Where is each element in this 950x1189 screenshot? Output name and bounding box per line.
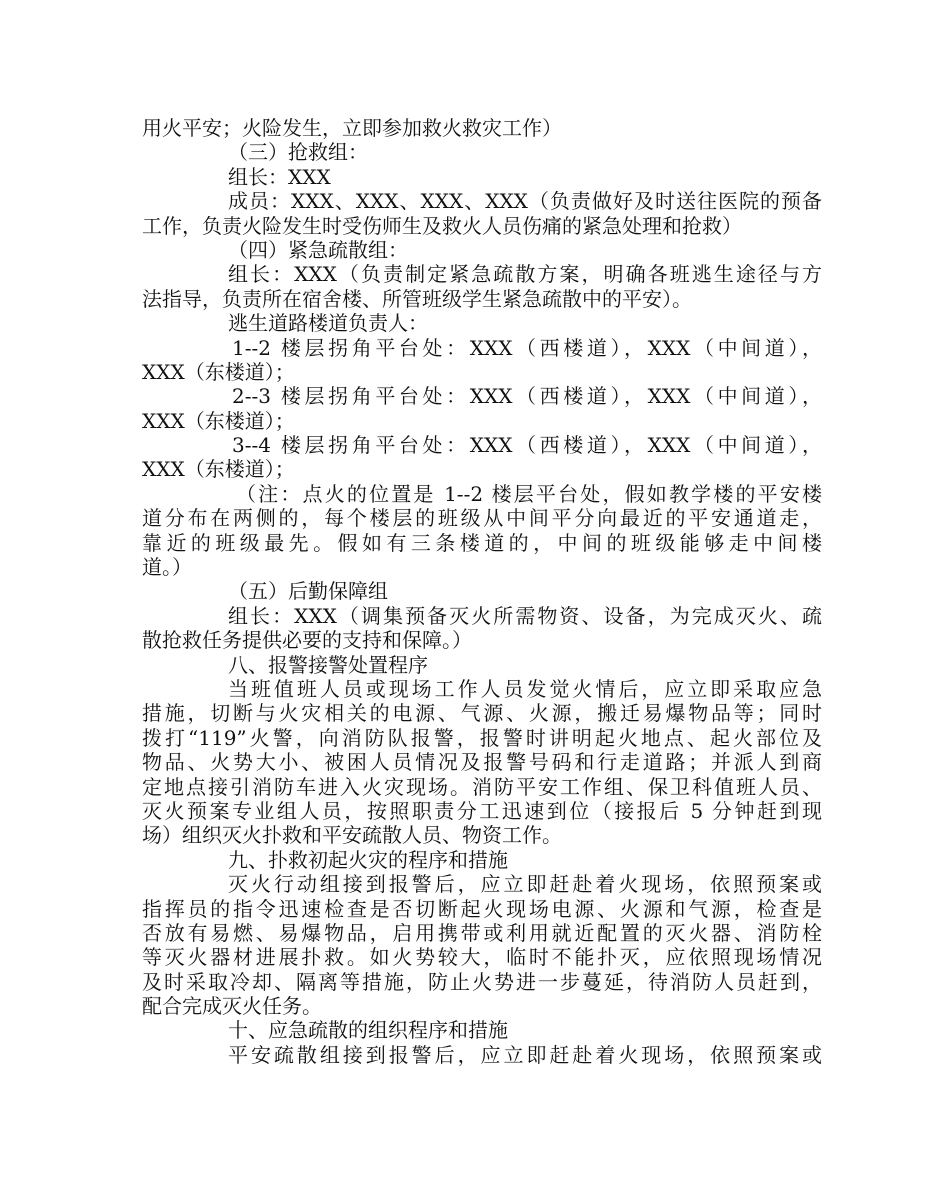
text-line: （四）紧急疏散组：: [228, 237, 408, 262]
text-line: 2--3 楼层拐角平台处：XXX（西楼道），XXX（中间道），: [232, 384, 822, 409]
text-line: 当班值班人员或现场工作人员发觉火情后，应立即采取应急: [228, 676, 822, 701]
text-line: 拨打“119”火警，向消防队报警，报警时讲明起火地点、起火部位及: [142, 725, 822, 750]
text-line: 道分布在两侧的，每个楼层的班级从中间平分向最近的平安通道走，: [142, 506, 822, 531]
text-line: XXX（东楼道）；: [142, 408, 295, 433]
text-line: 用火平安；火险发生，立即参加救火救灾工作）: [142, 116, 562, 140]
text-line: （三）抢救组：: [228, 140, 368, 165]
text-line: 否放有易燃、易爆物品，启用携带或利用就近配置的灭火器、消防栓: [142, 920, 822, 945]
text-line: 平安疏散组接到报警后，应立即赶赴着火现场，依照预案或: [228, 1042, 822, 1067]
text-line: 工作，负责火险发生时受伤师生及救火人员伤痛的紧急处理和抢救）: [142, 213, 742, 238]
text-line: 八、报警接警处置程序: [228, 652, 428, 677]
text-line: 靠近的班级最先。假如有三条楼道的，中间的班级能够走中间楼: [142, 530, 822, 555]
text-line: 灭火预案专业组人员，按照职责分工迅速到位（接报后 5 分钟赶到现: [142, 798, 822, 823]
text-line: 道。）: [142, 555, 192, 580]
text-line: 逃生道路楼道负责人：: [228, 311, 428, 336]
text-line: 成员：XXX、XXX、XXX、XXX（负责做好及时送往医院的预备: [228, 189, 822, 214]
text-line: 法指导，负责所在宿舍楼、所管班级学生紧急疏散中的平安）。: [142, 286, 692, 311]
text-line: 组长：XXX（调集预备灭火所需物资、设备，为完成灭火、疏: [228, 603, 822, 628]
text-line: XXX（东楼道）；: [142, 457, 295, 482]
text-line: 场）组织灭火扑救和平安疏散人员、物资工作。: [142, 823, 562, 848]
text-line: 定地点接引消防车进入火灾现场。消防平安工作组、保卫科值班人员、: [142, 774, 822, 799]
text-line: 等灭火器材进展扑救。如火势较大，临时不能扑灭，应依照现场情况: [142, 945, 822, 970]
document-page: [142, 116, 822, 1067]
text-line: 3--4 楼层拐角平台处：XXX（西楼道），XXX（中间道），: [232, 433, 822, 458]
text-line: 组长：XXX: [228, 164, 331, 189]
text-line: 措施，切断与火灾相关的电源、气源、火源，搬迁易爆物品等；同时: [142, 701, 822, 726]
text-line: 九、扑救初起火灾的程序和措施: [228, 847, 508, 872]
text-line: 及时采取冷却、隔离等措施，防止火势进一步蔓延，待消防人员赶到，: [142, 969, 822, 994]
text-line: 指挥员的指令迅速检查是否切断起火现场电源、火源和气源，检查是: [142, 896, 822, 921]
text-line: 物品、火势大小、被困人员情况及报警号码和行走道路；并派人到商: [142, 750, 822, 775]
text-line: 配合完成灭火任务。: [142, 994, 322, 1019]
text-line: 1--2 楼层拐角平台处：XXX（西楼道），XXX（中间道），: [232, 335, 822, 360]
text-line: XXX（东楼道）；: [142, 359, 295, 384]
text-line: 散抢救任务提供必要的支持和保障。）: [142, 628, 472, 653]
text-line: 组长：XXX（负责制定紧急疏散方案，明确各班逃生途径与方: [228, 262, 822, 287]
text-line: （注：点火的位置是 1--2 楼层平台处，假如教学楼的平安楼: [236, 481, 822, 506]
text-line: 十、应急疏散的组织程序和措施: [228, 1018, 508, 1043]
text-line: （五）后勤保障组: [228, 579, 388, 604]
text-line: 灭火行动组接到报警后，应立即赶赴着火现场，依照预案或: [228, 872, 822, 897]
